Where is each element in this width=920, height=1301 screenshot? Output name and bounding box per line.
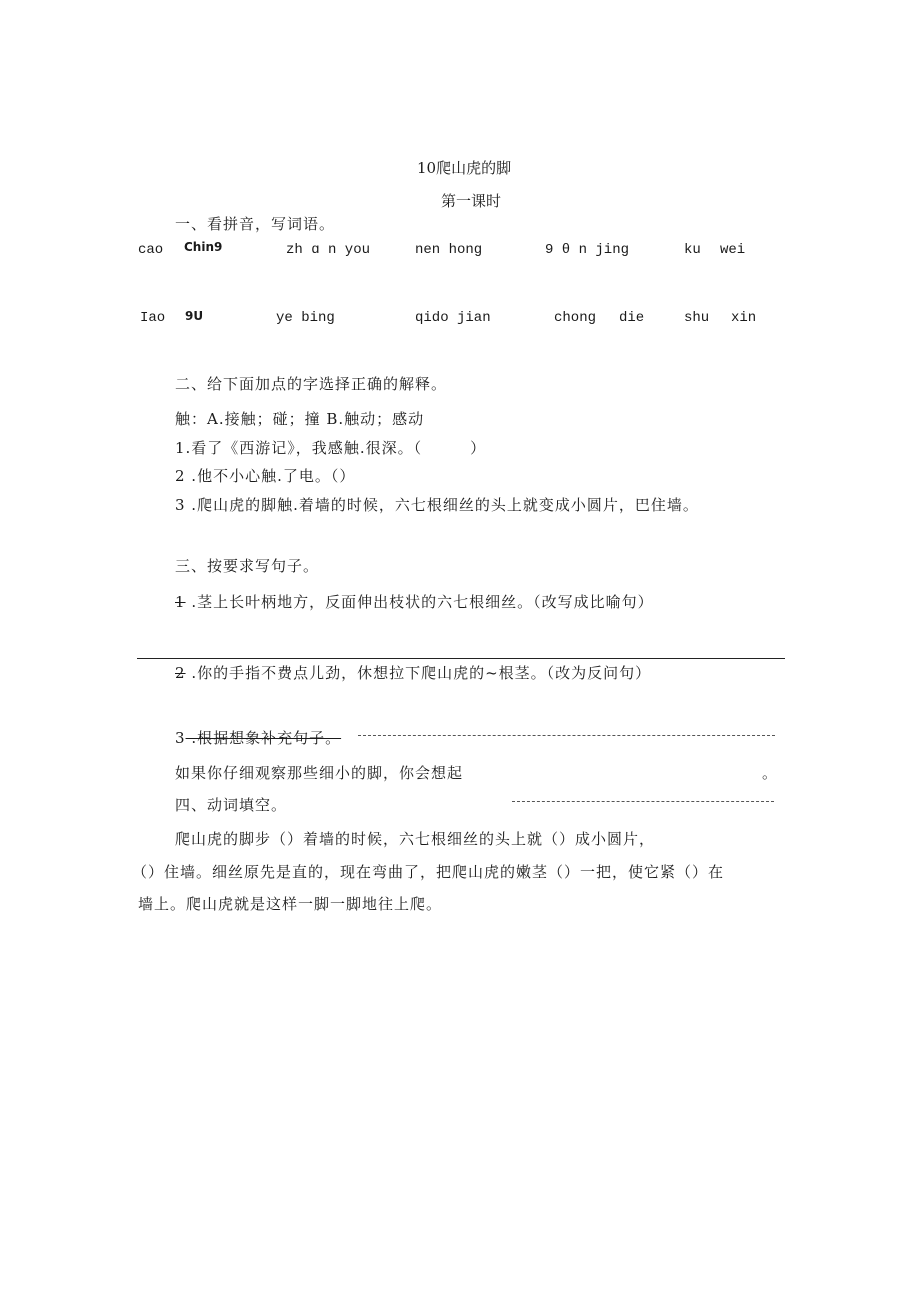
section3-question-3 [175,727,341,748]
section3-heading: 三、按要求写句子。 [175,557,320,575]
section2-question-3: 3 .爬山虎的脚触.着墙的时候，六七根细丝的头上就变成小圆片，巴住墙。 [175,496,699,514]
pinyin-zhan-you: zh ɑ n you [286,242,371,258]
section3-fill-line: 如果你仔细观察那些细小的脚，你会想起 [175,764,464,782]
pinyin-9en-jing: 9 θ n jing [545,242,630,258]
section2-question-2: 2 .他不小心触.了电。（） [175,467,356,485]
question-3-text: .根据想象补充句子。 [185,729,342,747]
question-1-close: ） [470,439,487,457]
section2-question-1 [175,437,486,458]
pinyin-qido-jian: qido jian [415,310,491,326]
section4-line-3: 墙上。爬山虎就是这样一脚一脚地往上爬。 [138,895,443,913]
section2-definition: 触：A.接触；碰；撞 B.触动；感动 [175,410,425,428]
page-subtitle: 第一课时 [441,192,502,210]
pinyin-iao: Iao [140,310,166,326]
question-2-number: 2 [175,664,186,682]
question-2-text: .你的手指不费点儿劲，休想拉下爬山虎的~根茎。（改为反问句） [185,664,652,682]
answer-dashed-line [358,735,775,736]
pinyin-wei: wei [720,242,746,258]
answer-line [137,658,785,659]
section2-heading: 二、给下面加点的字选择正确的解释。 [175,375,448,393]
pinyin-cao: cao [138,242,164,258]
pinyin-9u: 9U [185,309,204,323]
question-1-text: .茎上长叶柄地方，反面伸出枝状的六七根细丝。（改写成比喻句） [185,593,654,611]
pinyin-ye-bing: ye bing [276,310,335,326]
section4-heading: 四、动词填空。 [175,796,288,814]
section4-line-1: 爬山虎的脚步（）着墙的时候，六七根细丝的头上就（）成小圆片， [175,830,656,848]
pinyin-shu: shu [684,310,710,326]
section3-question-1 [175,591,654,612]
section1-heading: 一、看拼音，写词语。 [175,215,336,233]
pinyin-chin9: Chin9 [184,240,223,254]
question-3-number: 3 [175,729,186,747]
pinyin-ku: ku [684,242,701,258]
section3-question-2 [175,662,651,683]
section4-line-2: （）住墙。细丝原先是直的，现在弯曲了，把爬山虎的嫩茎（）一把，使它紧（）在 [132,863,725,881]
answer-dashed-line-2 [512,801,774,802]
pinyin-chong: chong [554,310,597,326]
question-1-text: 1.看了《西游记》，我感触.很深。（ [175,439,423,457]
question-1-number: 1 [175,593,186,611]
section3-fill-end: 。 [762,764,779,782]
pinyin-xin: xin [731,310,757,326]
pinyin-die: die [619,310,645,326]
page-title: 10爬山虎的脚 [417,159,512,177]
pinyin-nen-hong: nen hong [415,242,483,258]
